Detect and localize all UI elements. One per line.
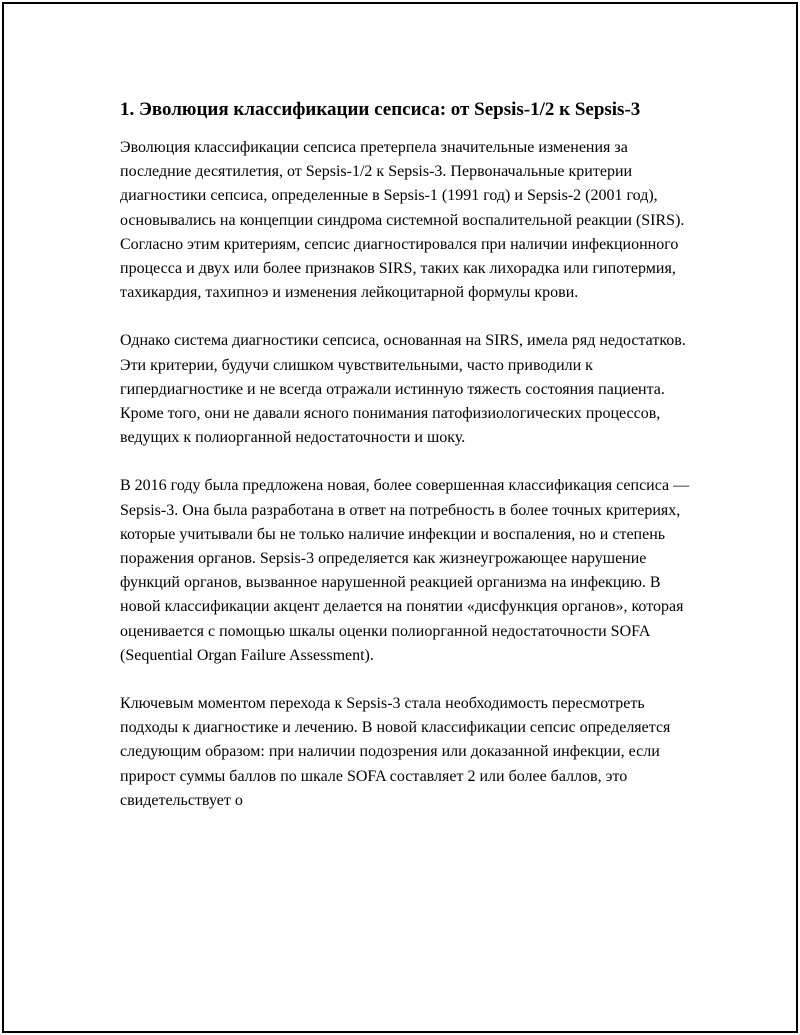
paragraph-sepsis3-definition: В 2016 году была предложена новая, более совершенная классификация сепсиса — Sepsis-3. Она была разработана в ответ на потребность в более точных критериях, которые учитывали бы не только наличие инфекции и воспаления, но и степень поражения органов. Sepsis-3 определяется как жизнеугрожающее нарушение функций органов, вызванное нарушенной реакцией организма на инфекцию. В новой классификации акцент делается на понятии «дисфункция органов», которая оценивается с помощью шкалы оценки полиорганной недостаточности SOFA (Sequential Organ Failure Assessment). <box>120 477 690 664</box>
paragraph-sirs-criteria: Эволюция классификации сепсиса претерпела значительные изменения за последние десятилетия, от Sepsis-1/2 к Sepsis-3. Первоначальные критерии диагностики сепсиса, определенные в Sepsis-1 (1991 год) и Sepsis-2 (2001 год), основывались на концепции синдрома системной воспалительной реакции (SIRS). Согласно этим критериям, сепсис диагностировался при наличии инфекционного процесса и двух или более признаков SIRS, таких как лихорадка или гипотермия, тахикардия, тахипноэ и изменения лейкоцитарной формулы крови. <box>120 139 685 302</box>
document-body <box>120 96 692 837</box>
section-heading: 1. Эволюция классификации сепсиса: от Sepsis-1/2 к Sepsis-3 <box>120 99 641 120</box>
paragraph-sirs-limitations: Однако система диагностики сепсиса, основанная на SIRS, имела ряд недостатков. Эти критерии, будучи слишком чувствительными, часто приводили к гипердиагностике и не всегда отражали истинную тяжесть состояния пациента. Кроме того, они не давали ясного понимания патофизиологических процессов, ведущих к полиорганной недостаточности и шоку. <box>120 332 686 447</box>
paragraph-sepsis3-transition: Ключевым моментом перехода к Sepsis-3 стала необходимость пересмотреть подходы к диагностике и лечению. В новой классификации сепсис определяется следующим образом: при наличии подозрения или доказанной инфекции, если прирост суммы баллов по шкале SOFA составляет 2 или более баллов, это свидетельствует о <box>120 695 671 809</box>
document-page <box>2 2 798 1033</box>
